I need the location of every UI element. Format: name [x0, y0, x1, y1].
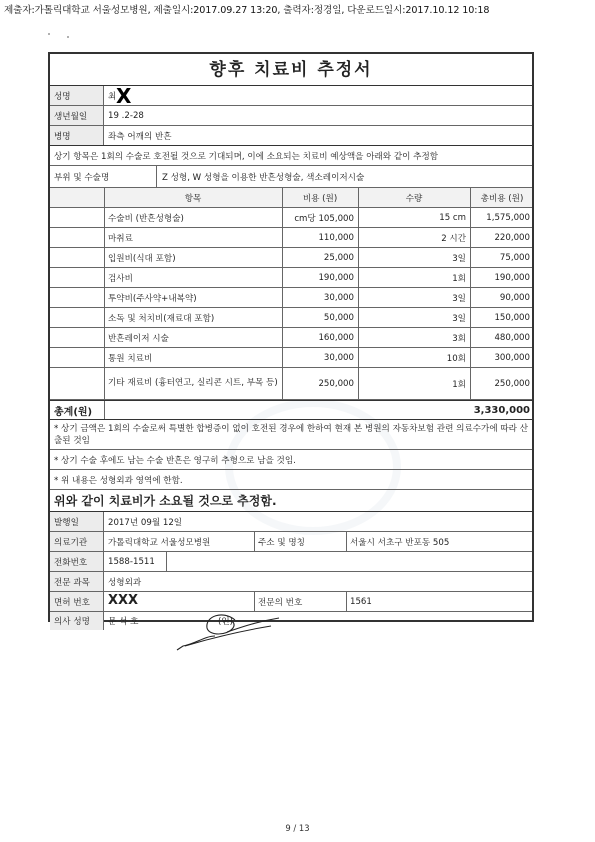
table-row: 마취료 110,000 2 시간 220,000 — [50, 228, 532, 248]
license-value: XXX — [108, 593, 139, 608]
table-row: 기타 재료비 (흉터연고, 실리콘 시트, 부목 등) 250,000 1회 250,000 — [50, 368, 532, 400]
document-title: 향후 치료비 추정서 — [50, 54, 532, 86]
institution-label: 의료기관 — [50, 532, 104, 551]
name-redaction: X — [116, 84, 132, 108]
license-row — [50, 592, 532, 612]
address-value: 서울시 서초구 반포동 505 — [350, 537, 450, 548]
site-row — [50, 166, 532, 188]
estimate-document — [48, 52, 534, 627]
department-value: 성형외과 — [108, 577, 142, 588]
total-label: 총계(원) — [54, 406, 93, 418]
col-qty: 수량 — [405, 193, 423, 204]
institution-row — [50, 532, 532, 552]
diagnosis-row — [50, 126, 532, 146]
col-total: 총비용 (원) — [480, 193, 524, 204]
site-label: 부위 및 수술명 — [54, 172, 110, 183]
name-row — [50, 86, 532, 106]
issue-label: 발행일 — [50, 512, 104, 531]
total-value: 3,330,000 — [473, 404, 530, 416]
scan-speck — [48, 33, 50, 35]
estimate-note: 상기 항목은 1회의 수술로 호전될 것으로 기대되며, 이에 소요되는 치료비 예상액을 아래와 같이 추정함 — [54, 151, 439, 162]
doctor-label: 의사 성명 — [50, 612, 104, 630]
conclusion-text: 위와 같이 치료비가 소요될 것으로 추정함. — [54, 494, 277, 508]
name-label: 성명 — [50, 86, 104, 105]
table-row: 수술비 (반흔성형술) cm당 105,000 15 cm 1,575,000 — [50, 208, 532, 228]
specialist-value: 1561 — [350, 596, 372, 607]
issue-row — [50, 512, 532, 532]
birth-label: 생년월일 — [50, 106, 104, 125]
submission-header: 제출자:가톨릭대학교 서울성모병원, 제출일시:2017.09.27 13:20, 출력자:정경일, 다운로드일시:2017.10.12 10:18 — [4, 5, 490, 16]
institution-value: 가톨릭대학교 서울성모병원 — [108, 537, 211, 548]
note-complication: * 상기 금액은 1회의 수술로써 특별한 합병증이 없이 호전된 경우에 한하여 현재 본 병원의 자동차보험 관련 의료수가에 따라 산출된 것임 — [50, 420, 532, 450]
table-row: 투약비(주사약+내복약) 30,000 3일 90,000 — [50, 288, 532, 308]
table-row: 통원 치료비 30,000 10회 300,000 — [50, 348, 532, 368]
phone-value: 1588-1511 — [108, 556, 155, 567]
scan-speck — [67, 36, 69, 38]
issue-value: 2017년 09월 12일 — [108, 517, 183, 528]
col-item: 항목 — [184, 193, 202, 204]
doctor-row — [50, 612, 532, 627]
phone-label: 전화번호 — [50, 552, 104, 571]
department-label: 전문 과목 — [50, 572, 104, 591]
department-row — [50, 572, 532, 592]
note-row — [50, 146, 532, 166]
note-scar: * 상기 수술 후에도 남는 수술 반흔은 영구히 추형으로 남을 것임. — [50, 450, 532, 470]
birth-value: 19 .2-28 — [108, 110, 144, 121]
col-cost: 비용 (원) — [302, 193, 338, 204]
license-label: 면허 번호 — [50, 592, 104, 611]
page-number: 9 / 13 — [285, 823, 310, 833]
address-label: 주소 및 명칭 — [258, 537, 305, 548]
table-row: 검사비 190,000 1회 190,000 — [50, 268, 532, 288]
total-row — [50, 400, 532, 420]
birth-row — [50, 106, 532, 126]
doctor-signature — [175, 606, 285, 652]
conclusion-row — [50, 490, 532, 512]
doctor-name: 문 석 호 — [108, 617, 139, 627]
table-row: 반흔레이저 시술 160,000 3회 480,000 — [50, 328, 532, 348]
diagnosis-label: 병명 — [50, 126, 104, 145]
table-header-row — [50, 188, 532, 208]
table-row: 입원비(식대 포함) 25,000 3일 75,000 — [50, 248, 532, 268]
name-value: 최 — [108, 91, 117, 102]
table-row: 소독 및 처치비(재료대 포함) 50,000 3일 150,000 — [50, 308, 532, 328]
site-value: Z 성형, W 성형을 이용한 반흔성형술, 색소레이저시술 — [162, 172, 365, 183]
seal-mark: (인) — [218, 617, 234, 627]
phone-row — [50, 552, 532, 572]
specialist-label: 전문의 번호 — [258, 597, 303, 608]
diagnosis-value: 좌측 어깨의 반흔 — [108, 131, 172, 142]
note-scope: * 위 내용은 성형외과 영역에 한함. — [50, 470, 532, 490]
